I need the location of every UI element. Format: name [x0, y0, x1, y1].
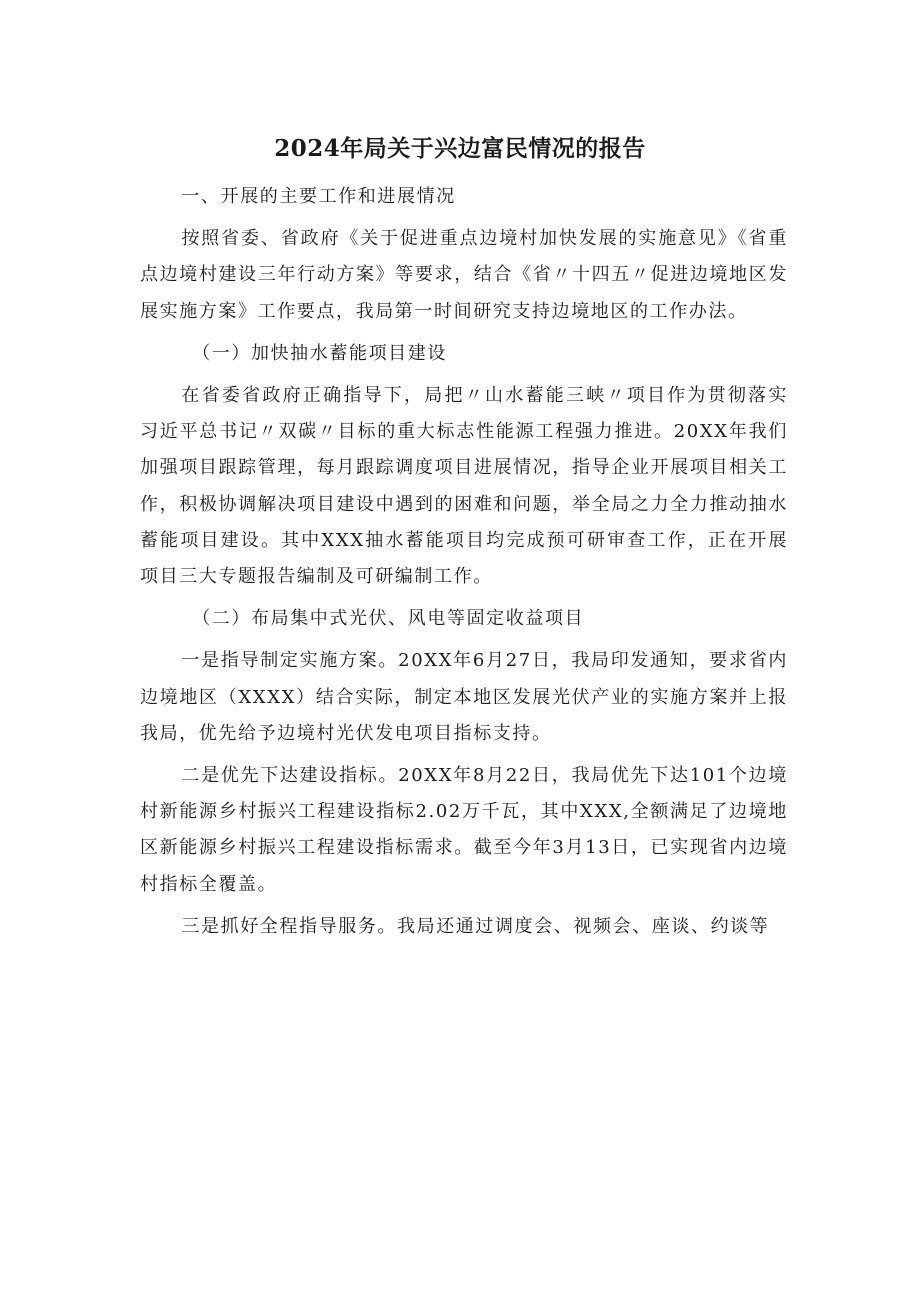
subsection-heading-2: （二）布局集中式光伏、风电等固定收益项目: [192, 608, 585, 630]
section-heading: 一、开展的主要工作和进展情况: [181, 186, 456, 207]
paragraph-intro: 按照省委、省政府《关于促进重点边境村加快发展的实施意见》《省重点边境村建设三年行动方案》等要求，结合《省〃十四五〃促进边境地区发展实施方案》工作要点，我局第一时间研究支持边境地区的工作办法。: [140, 228, 788, 322]
paragraph-first-measure: 一是指导制定实施方案。20XX年6月27日，我局印发通知，要求省内边境地区（XXXX）结合实际，制定本地区发展光伏产业的实施方案并上报我局，优先给予边境村光伏发电项目指标支持。: [140, 650, 788, 744]
document-title: 2024年局关于兴边富民情况的报告: [274, 135, 646, 162]
paragraph-pumped-storage: 在省委省政府正确指导下，局把〃山水蓄能三峡〃项目作为贯彻落实习近平总书记〃双碳〃目标的重大标志性能源工程强力推进。20XX年我们加强项目跟踪管理，每月跟踪调度项目进展情况，指导企业开展项目相关工作，积极协调解决项目建设中遇到的困难和问题，举全局之力全力推动抽水蓄能项目建设。其中XXX抽水蓄能项目均完成预可研审查工作，正在开展项目三大专题报告编制及可研编制工作。: [140, 385, 788, 588]
subsection-heading-1: （一）加快抽水蓄能项目建设: [192, 342, 447, 364]
paragraph-second-measure: 二是优先下达建设指标。20XX年8月22日，我局优先下达101个边境村新能源乡村振兴工程建设指标2.02万千瓦，其中XXX,全额满足了边境地区新能源乡村振兴工程建设指标需求。截至今年3月13日，已实现省内边境村指标全覆盖。: [140, 765, 788, 895]
paragraph-third-measure: 三是抓好全程指导服务。我局还通过调度会、视频会、座谈、约谈等: [181, 915, 770, 937]
document-body: [140, 179, 788, 949]
